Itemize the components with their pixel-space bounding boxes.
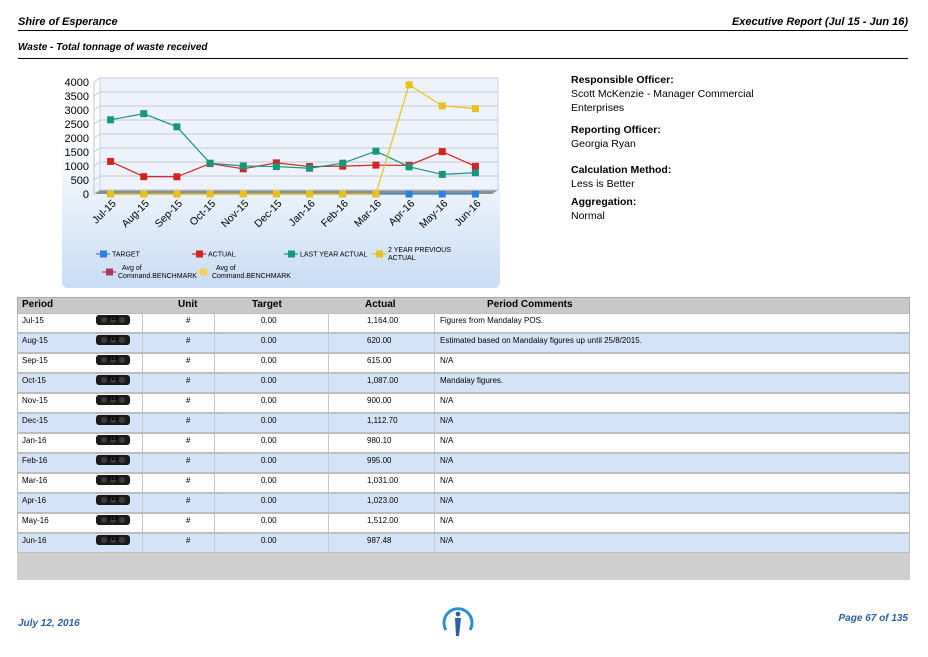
table-row (17, 313, 910, 333)
row-target: 0.00 (261, 496, 277, 505)
row-period: Feb-16 (22, 456, 48, 465)
data-point (306, 165, 313, 172)
gridline-diagonal (94, 78, 100, 82)
data-point (339, 160, 346, 167)
row-period: Jun-16 (22, 536, 47, 545)
status-label: RED (108, 516, 119, 522)
x-tick-label: Dec-15 (252, 197, 285, 231)
status-label: RED (108, 416, 119, 422)
aggregation-value: Normal (571, 210, 605, 222)
row-comment: Mandalay figures. (440, 376, 504, 385)
row-comment: N/A (440, 396, 454, 405)
row-period: Nov-15 (22, 396, 48, 405)
x-tick-label: Jun-16 (452, 197, 484, 229)
data-point (173, 123, 180, 130)
data-point (406, 191, 413, 198)
y-tick-label: 500 (70, 175, 89, 187)
row-period: Jan-16 (22, 436, 47, 445)
x-tick-label: Oct-15 (187, 197, 219, 229)
x-tick-label: Aug-15 (119, 197, 152, 231)
legend-label: Avg of Command.BENCHMARK (118, 265, 197, 280)
row-comment: N/A (440, 456, 454, 465)
data-point (173, 191, 180, 198)
data-point (339, 191, 346, 198)
line-chart (62, 72, 500, 288)
data-point (372, 148, 379, 155)
data-point (107, 116, 114, 123)
data-point (472, 163, 479, 170)
row-actual: 1,164.00 (367, 316, 399, 325)
footer-page-number: Page 67 of 135 (838, 613, 908, 624)
row-period: Dec-15 (22, 416, 48, 425)
status-label: RED (108, 316, 119, 322)
y-tick-label: 1500 (64, 147, 89, 159)
legend-label: 2 YEAR PREVIOUS ACTUAL (388, 247, 451, 262)
row-unit: # (186, 336, 191, 345)
row-target: 0.00 (261, 396, 277, 405)
legend-label: Avg of Command.BENCHMARK (212, 265, 291, 280)
footer-date: July 12, 2016 (18, 618, 80, 629)
status-label: RED (108, 336, 119, 342)
row-comment: N/A (440, 436, 454, 445)
data-point (472, 191, 479, 198)
x-tick-label: Jul-15 (89, 197, 119, 227)
table-row (17, 513, 910, 533)
data-point (439, 148, 446, 155)
row-period: Oct-15 (22, 376, 47, 385)
row-comment: N/A (440, 476, 454, 485)
row-period: Sep-15 (22, 356, 48, 365)
row-target: 0.00 (261, 356, 277, 365)
data-point (240, 163, 247, 170)
row-actual: 1,087.00 (367, 376, 399, 385)
status-label: RED (108, 396, 119, 402)
row-target: 0.00 (261, 376, 277, 385)
row-unit: # (186, 436, 191, 445)
row-unit: # (186, 536, 191, 545)
data-point (406, 81, 413, 88)
row-target: 0.00 (261, 436, 277, 445)
data-point (273, 191, 280, 198)
y-tick-label: 2500 (64, 119, 89, 131)
row-comment: Figures from Mandalay POS. (440, 316, 544, 325)
calculation-method-value: Less is Better (571, 178, 635, 190)
legend-label: ACTUAL (208, 251, 236, 259)
report-title: Executive Report (Jul 15 - Jun 16) (731, 16, 908, 28)
data-point (372, 191, 379, 198)
data-point (306, 191, 313, 198)
row-comment: Estimated based on Mandalay figures up until 25/8/2015. (440, 336, 642, 345)
data-point (173, 173, 180, 180)
data-point (140, 191, 147, 198)
y-tick-label: 0 (82, 189, 89, 201)
data-point (107, 158, 114, 165)
reporting-officer-value: Georgia Ryan (571, 138, 636, 150)
legend-swatch (106, 269, 113, 276)
row-actual: 1,512.00 (367, 516, 399, 525)
row-target: 0.00 (261, 516, 277, 525)
x-tick-label: Nov-15 (218, 197, 252, 231)
data-point (240, 191, 247, 198)
subtitle-rule (18, 58, 908, 59)
row-comment: N/A (440, 416, 454, 425)
row-period: Mar-16 (22, 476, 48, 485)
row-unit: # (186, 416, 191, 425)
data-point (439, 171, 446, 178)
data-point (372, 162, 379, 169)
row-comment: N/A (440, 356, 454, 365)
row-actual: 620.00 (367, 336, 392, 345)
x-tick-label: Jan-16 (286, 197, 318, 229)
plot-floor (94, 190, 498, 194)
gridline-diagonal (94, 92, 100, 96)
gridline-diagonal (94, 106, 100, 110)
y-tick-label: 2000 (64, 133, 89, 145)
legend-label: TARGET (112, 251, 140, 259)
row-target: 0.00 (261, 536, 277, 545)
status-label: RED (108, 356, 119, 362)
legend-swatch (376, 251, 383, 258)
row-target: 0.00 (261, 476, 277, 485)
row-actual: 900.00 (367, 396, 392, 405)
row-comment: N/A (440, 536, 454, 545)
row-actual: 987.48 (367, 536, 392, 545)
row-target: 0.00 (261, 316, 277, 325)
officer-info (571, 73, 771, 231)
x-tick-label: Mar-16 (352, 197, 385, 230)
gridline-diagonal (94, 162, 100, 166)
table-row (17, 473, 910, 493)
y-tick-label: 1000 (64, 161, 89, 173)
organisation-name: Shire of Esperance (18, 16, 118, 28)
chart-panel (62, 72, 500, 288)
x-tick-label: Sep-15 (152, 197, 186, 231)
legend-swatch (200, 269, 207, 276)
legend-swatch (288, 251, 295, 258)
data-point (273, 163, 280, 170)
reporting-officer-label: Reporting Officer: (571, 124, 661, 136)
row-unit: # (186, 396, 191, 405)
row-period: May-16 (22, 516, 49, 525)
status-label: RED (108, 376, 119, 382)
calculation-method-label: Calculation Method: (571, 164, 672, 176)
col-unit: Unit (178, 299, 198, 310)
data-point (107, 191, 114, 198)
status-label: RED (108, 476, 119, 482)
status-label: RED (108, 536, 119, 542)
table-row (17, 533, 910, 553)
table-row (17, 433, 910, 453)
data-point (140, 110, 147, 117)
gridline-diagonal (94, 176, 100, 180)
row-actual: 1,023.00 (367, 496, 399, 505)
table-row (17, 353, 910, 373)
row-target: 0.00 (261, 456, 277, 465)
data-point (140, 173, 147, 180)
col-period: Period (22, 299, 54, 310)
row-target: 0.00 (261, 416, 277, 425)
status-label: RED (108, 436, 119, 442)
row-period: Jul-15 (22, 316, 44, 325)
row-unit: # (186, 476, 191, 485)
col-actual: Actual (365, 299, 396, 310)
row-period: Apr-16 (22, 496, 47, 505)
data-point (207, 160, 214, 167)
header-rule (18, 30, 908, 31)
table-row (17, 393, 910, 413)
row-actual: 1,112.70 (367, 416, 398, 425)
legend-swatch (100, 251, 107, 258)
row-actual: 1,031.00 (367, 476, 399, 485)
legend-label: LAST YEAR ACTUAL (300, 251, 368, 259)
row-unit: # (186, 356, 191, 365)
row-actual: 995.00 (367, 456, 392, 465)
row-unit: # (186, 456, 191, 465)
data-point (439, 102, 446, 109)
col-comments: Period Comments (487, 299, 573, 310)
row-actual: 980.10 (367, 436, 392, 445)
col-target: Target (252, 299, 282, 310)
table-row (17, 413, 910, 433)
row-period: Aug-15 (22, 336, 48, 345)
table-row (17, 333, 910, 353)
data-point (406, 163, 413, 170)
gridline-diagonal (94, 148, 100, 152)
x-tick-label: Apr-16 (386, 197, 418, 229)
data-point (207, 191, 214, 198)
y-tick-label: 4000 (64, 77, 89, 89)
table-row (17, 453, 910, 473)
data-point (439, 191, 446, 198)
row-actual: 615.00 (367, 356, 392, 365)
row-unit: # (186, 496, 191, 505)
row-unit: # (186, 516, 191, 525)
y-tick-label: 3500 (64, 91, 89, 103)
table-row (17, 373, 910, 393)
x-tick-label: Feb-16 (318, 197, 351, 230)
company-logo (440, 606, 476, 638)
row-comment: N/A (440, 496, 454, 505)
y-tick-label: 3000 (64, 105, 89, 117)
row-unit: # (186, 376, 191, 385)
row-comment: N/A (440, 516, 454, 525)
table-header (17, 297, 910, 314)
data-point (472, 105, 479, 112)
gridline-diagonal (94, 134, 100, 138)
data-point (472, 169, 479, 176)
responsible-officer-value: Scott McKenzie - Manager Commercial Enterprises (571, 88, 754, 114)
aggregation-label: Aggregation: (571, 196, 637, 208)
gridline-diagonal (94, 120, 100, 124)
table-row (17, 493, 910, 513)
responsible-officer-label: Responsible Officer: (571, 74, 674, 86)
legend-swatch (196, 251, 203, 258)
x-tick-label: May-16 (417, 197, 451, 231)
status-label: RED (108, 496, 119, 502)
row-target: 0.00 (261, 336, 277, 345)
measure-title: Waste - Total tonnage of waste received (18, 42, 208, 53)
status-label: RED (108, 456, 119, 462)
results-table (17, 313, 910, 580)
row-unit: # (186, 316, 191, 325)
